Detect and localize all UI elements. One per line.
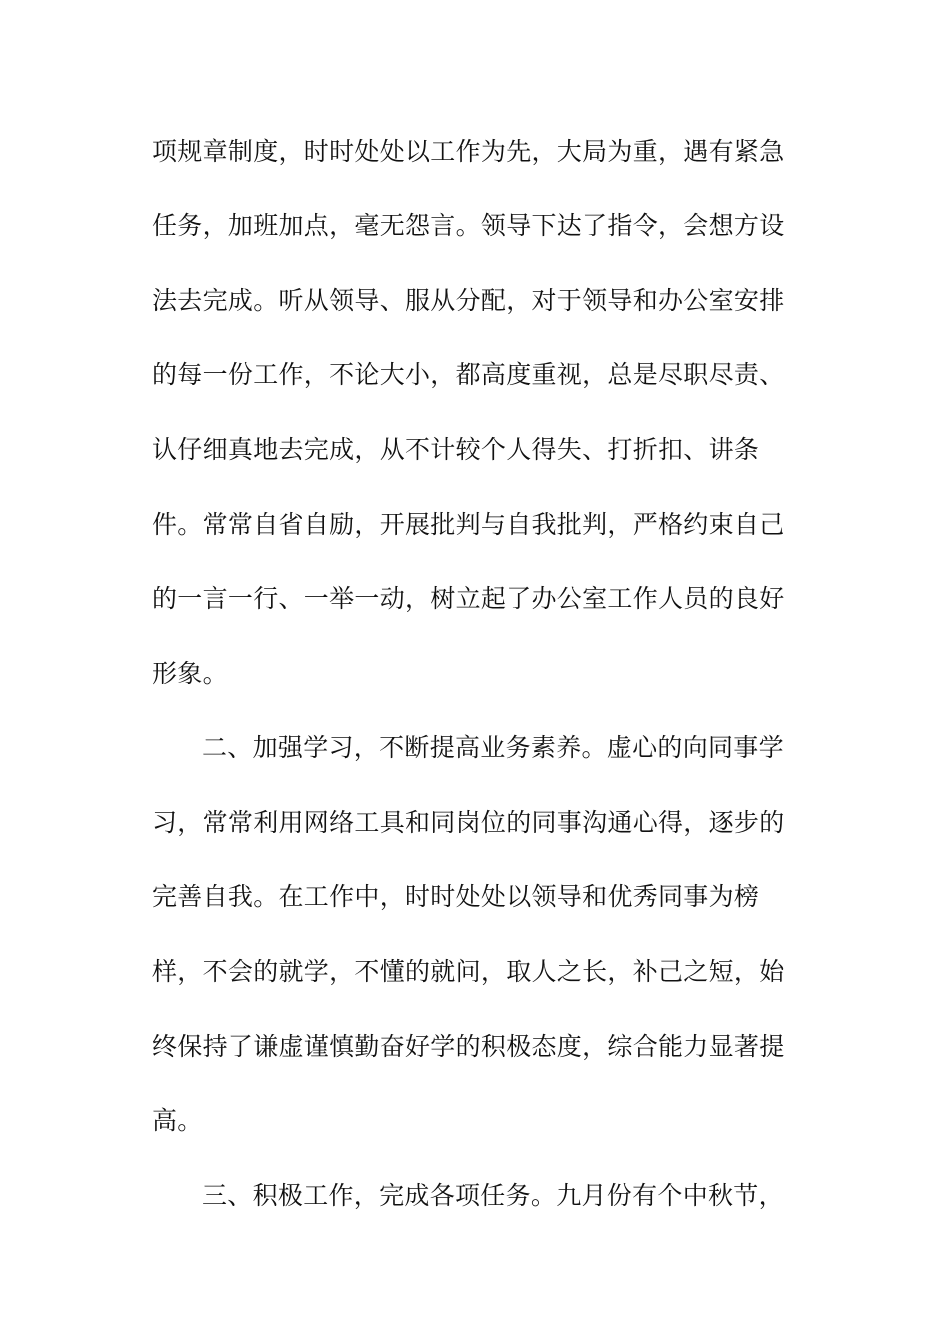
paragraph-start-line: 三、积极工作，完成各项任务。九月份有个中秋节， (202, 1181, 784, 1210)
text-line: 终保持了谦虚谨慎勤奋好学的积极态度，综合能力显著提 (152, 1032, 785, 1061)
text-line: 形象。 (152, 659, 228, 688)
text-line: 的每一份工作，不论大小，都高度重视，总是尽职尽责、 (152, 360, 785, 389)
text-line: 件。常常自省自励，开展批判与自我批判，严格约束自己 (152, 510, 785, 539)
text-line: 的一言一行、一举一动，树立起了办公室工作人员的良好 (152, 584, 785, 613)
text-line: 认仔细真地去完成，从不计较个人得失、打折扣、讲条 (152, 435, 760, 464)
text-line: 高。 (152, 1106, 203, 1135)
text-line: 法去完成。听从领导、服从分配，对于领导和办公室安排 (152, 286, 785, 315)
paragraph-start-line: 二、加强学习，不断提高业务素养。虚心的向同事学 (202, 733, 784, 762)
text-line: 项规章制度，时时处处以工作为先，大局为重，遇有紧急 (152, 137, 785, 166)
text-line: 样，不会的就学，不懂的就问，取人之长，补己之短，始 (152, 957, 785, 986)
text-line: 习，常常利用网络工具和同岗位的同事沟通心得，逐步的 (152, 808, 785, 837)
text-line: 完善自我。在工作中，时时处处以领导和优秀同事为榜 (152, 882, 760, 911)
text-line: 任务，加班加点，毫无怨言。领导下达了指令，会想方设 (152, 211, 785, 240)
